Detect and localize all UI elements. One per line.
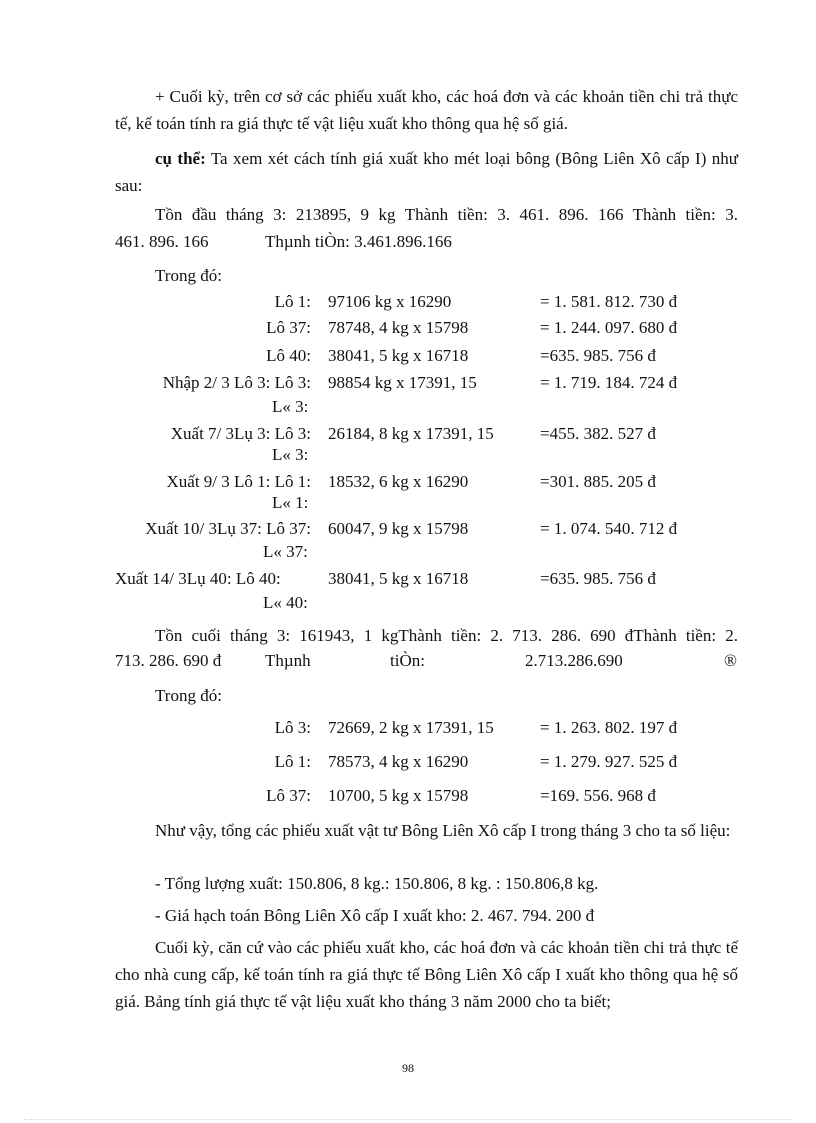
- row-result: = 1. 719. 184. 724 đ: [540, 373, 678, 392]
- row-label: Lô 1:: [274, 752, 311, 771]
- example-text: Ta xem xét cách tính giá xuất kho mét loại bông (Bông Liên Xô cấp I) như sau:: [115, 149, 738, 195]
- row-calc: 38041, 5 kg x 16718: [328, 346, 469, 365]
- row-result: =455. 382. 527 đ: [540, 424, 656, 443]
- row-label: Lô 37:: [266, 786, 311, 805]
- page-bottom-divider: [24, 1119, 792, 1120]
- row-label: Xuất 10/ 3Lụ 37: Lô 37:: [145, 519, 311, 538]
- paragraph-example: [115, 145, 738, 199]
- row-calc: 18532, 6 kg x 16290: [328, 472, 469, 491]
- opening-balance-line1: Tồn đầu tháng 3: 213895, 9 kg Thành tiền: 3. 461. 896. 166 Thành tiền: 3.: [155, 205, 738, 224]
- page-number: 98: [402, 1061, 414, 1075]
- closing-balance-line1: Tồn cuối tháng 3: 161943, 1 kgThành tiền: 2. 713. 286. 690 đThành tiền: 2.: [155, 626, 738, 645]
- row-label: Lô 1:: [274, 292, 311, 311]
- bullet-accounting-price: - Giá hạch toán Bông Liên Xô cấp I xuất kho: 2. 467. 794. 200 đ: [155, 906, 595, 925]
- opening-balance-garbled: Thµnh tiÒn: 3.461.896.166: [265, 232, 452, 251]
- bold-lead: cụ thể:: [155, 149, 206, 168]
- closing-garbled-4: ®: [724, 651, 737, 670]
- row-calc: 26184, 8 kg x 17391, 15: [328, 424, 494, 443]
- closing-garbled-2: tiÒn:: [390, 651, 425, 670]
- row-label: Xuất 9/ 3 Lô 1: Lô 1:: [166, 472, 311, 491]
- row-label: Lô 37:: [266, 318, 311, 337]
- row-calc: 38041, 5 kg x 16718: [328, 569, 469, 588]
- closing-garbled-1: Thµnh: [265, 651, 311, 670]
- row-calc: 72669, 2 kg x 17391, 15: [328, 718, 494, 737]
- row-sub-label: L« 37:: [263, 542, 308, 561]
- row-result: =635. 985. 756 đ: [540, 569, 656, 588]
- row-sub-label: L« 1:: [272, 493, 309, 512]
- row-sub-label: L« 3:: [272, 397, 309, 416]
- closing-balance-amount: 713. 286. 690 đ: [115, 651, 222, 670]
- row-label: Lô 3:: [274, 718, 311, 737]
- trong-do-heading: Trong đó:: [155, 686, 222, 705]
- paragraph-conclusion: Cuối kỳ, căn cứ vào các phiếu xuất kho, các hoá đơn và các khoản tiền chi trả thực tế cho nhà cung cấp, kế toán tính ra giá thực tế Bông Liên Xô cấp I xuất kho thông qua hệ số giá. Bảng tính giá thực tế vật liệu xuất kho tháng 3 năm 2000 cho ta biết;: [115, 938, 738, 1011]
- row-label: Nhập 2/ 3 Lô 3: Lô 3:: [162, 373, 311, 392]
- row-result: =301. 885. 205 đ: [540, 472, 656, 491]
- row-calc: 98854 kg x 17391, 15: [328, 373, 477, 392]
- row-calc: 60047, 9 kg x 15798: [328, 519, 469, 538]
- row-sub-label: L« 3:: [272, 445, 309, 464]
- paragraph-intro: + Cuối kỳ, trên cơ sở các phiếu xuất kho, các hoá đơn và các khoản tiền chi trả thực tế, kế toán tính ra giá thực tế vật liệu xuất kho thông qua hệ số giá.: [115, 87, 738, 133]
- row-result: =635. 985. 756 đ: [540, 346, 656, 365]
- row-result: =169. 556. 968 đ: [540, 786, 656, 805]
- row-label: Xuất 14/ 3Lụ 40: Lô 40:: [115, 569, 281, 588]
- row-calc: 10700, 5 kg x 15798: [328, 786, 469, 805]
- row-calc: 78573, 4 kg x 16290: [328, 752, 469, 771]
- row-calc: 97106 kg x 16290: [328, 292, 452, 311]
- row-calc: 78748, 4 kg x 15798: [328, 318, 469, 337]
- row-result: = 1. 581. 812. 730 đ: [540, 292, 678, 311]
- opening-balance-amount: 461. 896. 166: [115, 232, 209, 251]
- row-sub-label: L« 40:: [263, 593, 308, 612]
- row-result: = 1. 074. 540. 712 đ: [540, 519, 678, 538]
- closing-garbled-3: 2.713.286.690: [525, 651, 623, 670]
- paragraph-summary: Như vậy, tổng các phiếu xuất vật tư Bông Liên Xô cấp I trong tháng 3 cho ta số liệu:: [155, 821, 731, 840]
- row-label: Lô 40:: [266, 346, 311, 365]
- row-result: = 1. 279. 927. 525 đ: [540, 752, 678, 771]
- bullet-total-quantity: - Tổng lượng xuất: 150.806, 8 kg.: 150.806, 8 kg. : 150.806,8 kg.: [155, 874, 599, 893]
- row-result: = 1. 263. 802. 197 đ: [540, 718, 678, 737]
- row-label: Xuất 7/ 3Lụ 3: Lô 3:: [170, 424, 311, 443]
- trong-do-heading: Trong đó:: [155, 266, 222, 285]
- row-result: = 1. 244. 097. 680 đ: [540, 318, 678, 337]
